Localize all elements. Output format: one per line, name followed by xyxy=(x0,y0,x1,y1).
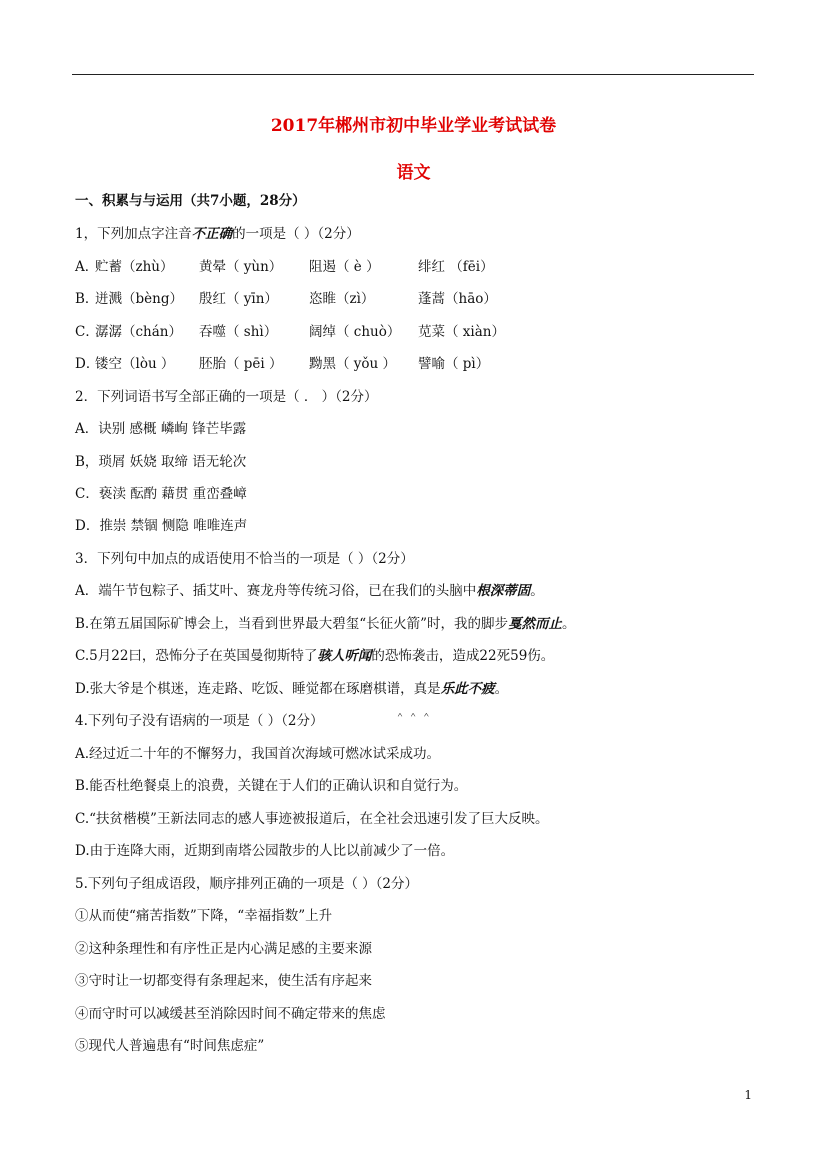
q1-stem: 1，下列加点字注音不正确的一项是（ ）（2分） xyxy=(75,226,360,242)
exam-title: 2017年郴州市初中毕业学业考试试卷 xyxy=(270,116,557,136)
header-rule xyxy=(72,74,754,75)
q2-option-d: D．推崇 禁锢 恻隐 唯唯连声 xyxy=(75,518,248,534)
q3-option-c: C.5月22曰，恐怖分子在英国曼彻斯特了骇人听闻的恐怖袭击，造成22死59伤。 xyxy=(75,648,555,664)
q3-option-d: D.张大爷是个棋迷，连走路、吃饭、睡觉都在琢磨棋谱，真是乐此不疲。 xyxy=(75,681,509,697)
section-heading: 一、积累与与运用（共7小题，28分） xyxy=(75,193,306,209)
q5-item-5: ⑤现代人普遍患有“时间焦虑症” xyxy=(75,1038,265,1054)
q2-stem: 2．下列词语书写全部正确的一项是（ ． ）（2分） xyxy=(75,389,378,405)
q4-marks: ＾ ＾ ＾ xyxy=(395,711,432,722)
q3-option-a: A．端午节包粽子、插艾叶、赛龙舟等传统习俗，已在我们的头脑中根深蒂固。 xyxy=(75,583,544,599)
q4-option-b: B.能否杜绝餐桌上的浪费，关键在于人们的正确认识和自觉行为。 xyxy=(75,778,468,794)
q2-option-b: B，琐屑 妖娆 取缔 语无轮次 xyxy=(75,454,247,470)
q4-option-d: D.由于连降大雨，近期到南塔公园散步的人比以前减少了一倍。 xyxy=(75,843,455,859)
q2-option-a: A．诀别 感概 嶙峋 锋芒毕露 xyxy=(75,421,247,437)
subject-title: 语文 xyxy=(396,163,431,183)
q3-stem: 3．下列句中加点的成语使用不恰当的一项是（ ）（2分） xyxy=(75,551,414,567)
q5-item-3: ③守时让一切都变得有条理起来，使生活有序起来 xyxy=(75,973,372,989)
q4-stem: 4.下列句子没有语病的一项是（ ）（2分） xyxy=(75,713,324,729)
q4-option-a: A.经过近二十年的不懈努力，我国首次海域可燃冰试采成功。 xyxy=(75,746,441,762)
q4-option-c: C.“扶贫楷模”王新法同志的感人事迹被报道后，在全社会迅速引发了巨大反映。 xyxy=(75,811,549,827)
page-number: 1 xyxy=(744,1088,752,1102)
q2-option-c: C．亵渎 酝酌 藉贯 重峦叠嶂 xyxy=(75,486,247,502)
q5-item-2: ②这种条理性和有序性正是内心满足感的主要来源 xyxy=(75,941,372,957)
q3-option-b: B.在第五届国际矿博会上，当看到世界最大碧玺“长征火箭”时，我的脚步戛然而止。 xyxy=(75,616,576,632)
q5-item-1: ①从而使“痛苦指数”下降，“幸福指数”上升 xyxy=(75,908,333,924)
q5-stem: 5.下列句子组成语段，顺序排列正确的一项是（ ）（2分） xyxy=(75,876,419,892)
q5-item-4: ④而守时可以减缓甚至消除因时间不确定带来的焦虑 xyxy=(75,1006,386,1022)
